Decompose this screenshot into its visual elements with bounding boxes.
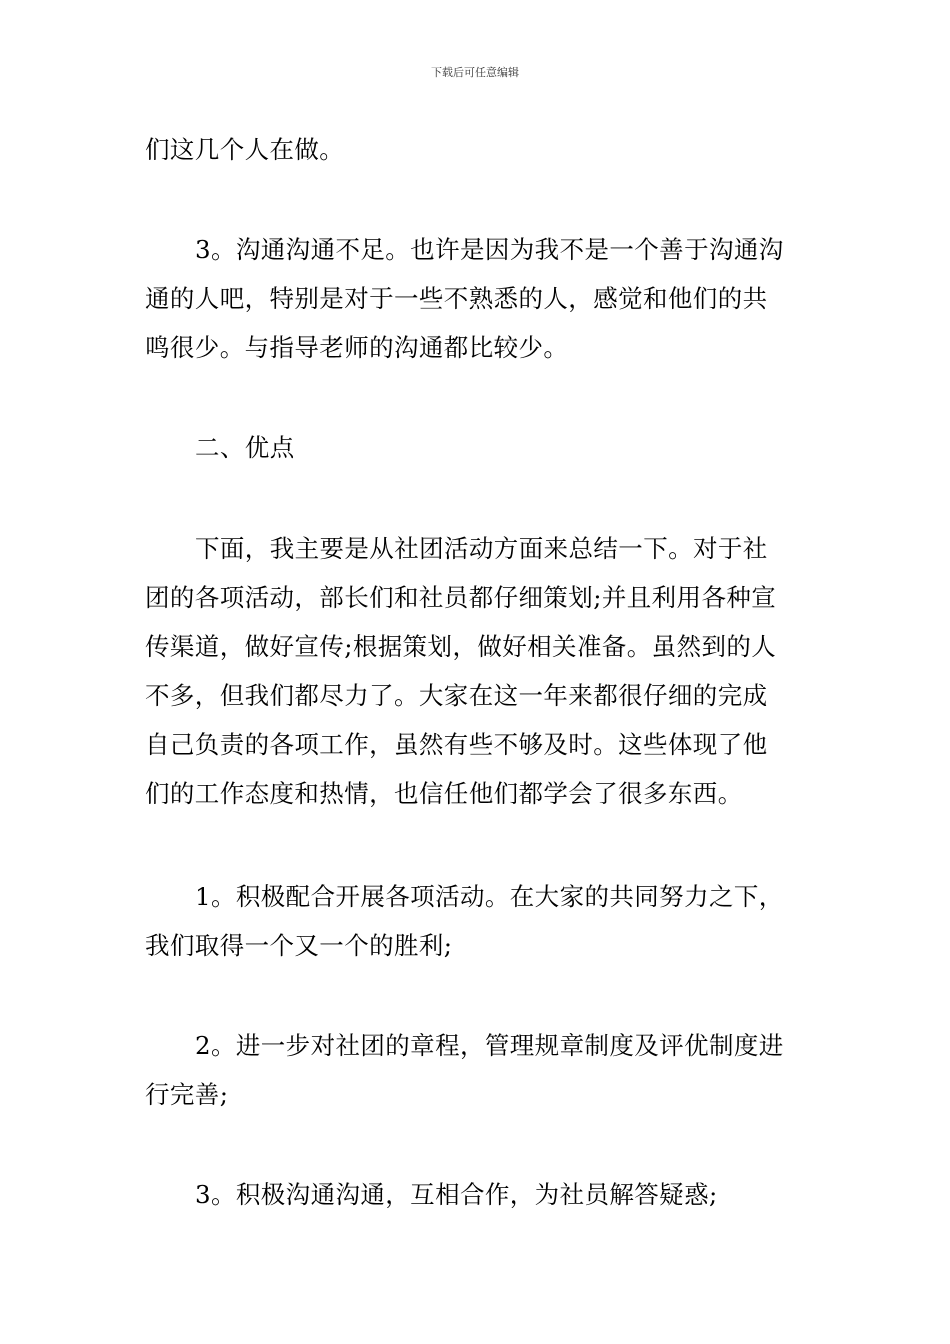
text-line: 3。沟通沟通不足。也许是因为我不是一个善于沟通沟 <box>195 235 784 264</box>
text-line: 不多，但我们都尽力了。大家在这一年来都很仔细的完成 <box>145 681 768 710</box>
text-line: 们的工作态度和热情，也信任他们都学会了很多东西。 <box>145 779 743 808</box>
text-line: 二、优点 <box>195 433 295 462</box>
paragraph-strength-3 <box>145 1170 807 1219</box>
text-line: 下面，我主要是从社团活动方面来总结一下。对于社 <box>195 534 768 563</box>
section-heading-strengths <box>145 423 807 472</box>
text-line: 自己负责的各项工作，虽然有些不够及时。这些体现了他 <box>145 730 768 759</box>
text-line: 传渠道，做好宣传;根据策划，做好相关准备。虽然到的人 <box>145 632 777 661</box>
page-header: 下载后可任意编辑 <box>431 66 519 79</box>
paragraph-continuation <box>145 125 807 174</box>
text-line: 团的各项活动，部长们和社员都仔细策划;并且利用各种宣 <box>145 583 777 612</box>
text-line: 鸣很少。与指导老师的沟通都比较少。 <box>145 333 569 362</box>
text-line: 1。积极配合开展各项活动。在大家的共同努力之下， <box>195 882 784 911</box>
text-line: 我们取得一个又一个的胜利; <box>145 931 453 960</box>
text-line: 通的人吧，特别是对于一些不熟悉的人，感觉和他们的共 <box>145 284 768 313</box>
paragraph-strength-1 <box>145 872 807 970</box>
paragraph-summary <box>145 524 807 818</box>
text-line: 行完善; <box>145 1080 229 1109</box>
paragraph-communication-weakness <box>145 225 807 372</box>
text-line: 3。积极沟通沟通，互相合作，为社员解答疑惑; <box>195 1180 718 1209</box>
text-line: 2。进一步对社团的章程，管理规章制度及评优制度进 <box>195 1031 784 1060</box>
text-line: 们这几个人在做。 <box>145 135 345 164</box>
paragraph-strength-2 <box>145 1021 807 1119</box>
